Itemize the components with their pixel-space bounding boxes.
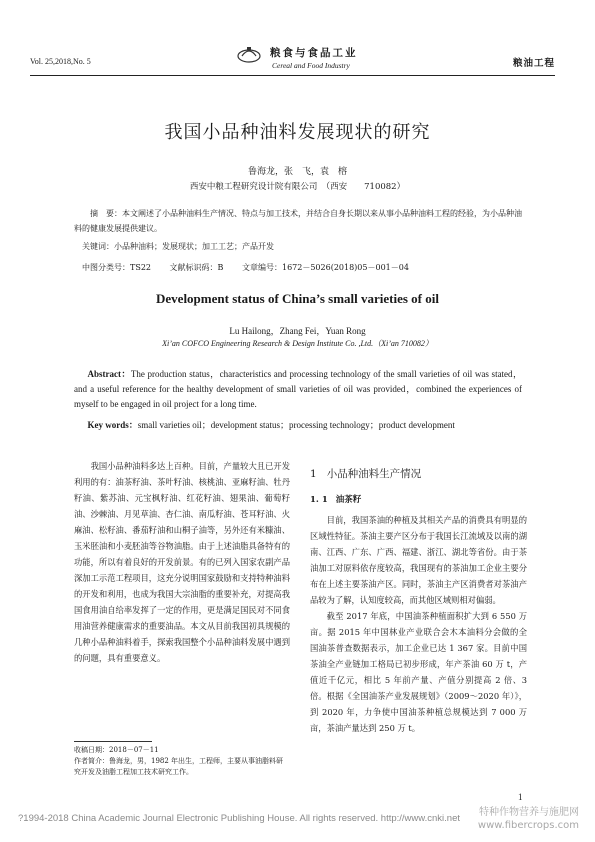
section-title: 小品种油料生产情况: [326, 468, 422, 480]
subsection-title: 油茶籽: [335, 495, 362, 505]
copyright-text: ?1994-2018 China Academic Journal Electronic Publishing House. All rights reserved.: [18, 813, 379, 824]
keywords-en-label: Key words：: [87, 420, 138, 430]
volume-info: Vol. 25,2018,No. 5: [30, 57, 91, 66]
abstract-en: [74, 367, 522, 412]
article-number: 文章编号：1672－5026(2018)05－001－04: [241, 263, 409, 272]
abstract-en-label: Abstract：: [87, 369, 131, 379]
journal-name-en: Cereal and Food Industry: [272, 61, 350, 70]
paper-title-cn: 我国小品种油料发展现状的研究: [164, 122, 431, 143]
section-heading: [310, 466, 527, 482]
intro-paragraph: 我国小品种油料多达上百种。目前，产量较大且已开发利用的有：油茶籽油、茶叶籽油、核桃油、亚麻籽油、牡丹籽油、紫苏油、元宝枫籽油、红花籽油、翅果油、葡萄籽油、沙棘油、月见草油、杏仁油、南瓜籽油、苍耳籽油、火麻油、松籽油、番茄籽油和山桐子油等，另外还有米糠油、玉米胚油和小麦胚油等谷物油脂。由于上述油脂具备特有的功能，所以有着良好的开发前景。有的已列入国家农副产品深加工示范工程项目，这充分说明国家鼓励和支持特种油料的开发和利用，也成为我国大宗油脂的重要补充，对提高我国食用油自给率发挥了一定的作用，更是满足国民对不同食用油营养健康需求的重要油品。本文从目前我国初具规模的几种小品种油料着手，探索我国整个小品种油料发展中遇到的问题，具有重要意义。: [74, 461, 290, 663]
subsection-number: 1. 1: [310, 495, 328, 505]
watermark-site-name: 特种作物营养与施肥网: [479, 807, 579, 818]
abstract-cn: 摘 要：本文阐述了小品种油料生产情况、特点与加工技术，并结合自身长期以来从事小品种油料工程的经验，为小品种油料的健康发展提供建议。: [74, 209, 522, 233]
received-date: 收稿日期：2018－07－11: [74, 746, 159, 754]
header-divider: [30, 75, 555, 76]
body-paragraph: 截至 2017 年底，中国油茶种植面积扩大到 6 550 万亩。据 2015 年中国林业产业联合会木本油料分会做的全国油茶普查数据表示，加工企业已达 1 367 家。目前中国茶油全产业链加工格局已初步形成，年产茶油 60 万 t，产值近千亿元，相比 5 年前产量、产值分别提高 2 倍、3 倍。根据《全国油茶产业发展规划》（2009～2020 年）》，到 2020 年，力争使中国油茶种植总规模达到 7 000 万亩，茶油产量达到 250 万 t。: [310, 611, 527, 733]
document-code: 文献标识码：B: [169, 263, 224, 272]
section-label: 粮油工程: [512, 58, 555, 69]
page-number: 1: [518, 792, 523, 802]
clc-number: 中图分类号：TS22: [82, 263, 151, 272]
author-bio: 作者简介：鲁海龙，男，1982 年出生，工程师，主要从事油脂料研究开发及油脂工程加工技术研究工作。: [74, 757, 284, 776]
keywords-cn: 关键词：小品种油料；发展现状；加工工艺；产品开发: [82, 242, 274, 251]
body-paragraph: 目前，我国茶油的种植及其相关产品的消费具有明显的区域性特征。茶油主要产区分布于我国长江流域及以南的湖南、江西、广东、广西、福建、浙江、湖北等省份。由于茶油加工对原料依存度较高，我国现有的茶油加工企业主要分布在上述主要茶油产区。同时，茶油主产区消费者对茶油产品较为了解，认知度较高，而其他区域则相对偏弱。: [310, 515, 527, 605]
watermark-url: www.fibercrops.com: [477, 820, 579, 831]
abstract-en-text: The production status，characteristics and processing technology of the small varieties of oil was stated，and a useful reference for the healthy development of small varieties of oil was provided，combined the experiences of myself to be engaged in oil project for a long time.: [74, 369, 522, 409]
journal-logo-icon: [236, 44, 262, 64]
paper-title-en: Development status of China’s small varieties of oil: [156, 291, 439, 306]
subsection-heading: [310, 492, 527, 508]
copyright-line: [18, 813, 460, 824]
authors-cn: 鲁海龙，张 飞，袁 榕: [247, 167, 347, 177]
classification-line: [82, 262, 425, 273]
body-left-column: [74, 458, 290, 666]
affiliation-cn: 西安中粮工程研究设计院有限公司 （西安 710082）: [189, 182, 406, 192]
affiliation-en: Xi’an COFCO Engineering Research & Design Institute Co. ,Ltd.（Xi’an 710082）: [162, 339, 433, 348]
journal-name-cn: 粮食与食品工业: [270, 47, 358, 59]
authors-en: Lu Hailong，Zhang Fei，Yuan Rong: [229, 326, 366, 336]
footnote-divider: [74, 741, 152, 742]
footnote: [74, 745, 290, 778]
body-right-column: [310, 458, 527, 736]
section-number: 1: [310, 468, 317, 480]
keywords-en-text: small varieties oil；development status；processing technology；product development: [137, 420, 455, 430]
keywords-en: [74, 418, 522, 433]
watermark: [478, 806, 579, 832]
copyright-link[interactable]: http://www.cnki.net: [380, 813, 460, 824]
